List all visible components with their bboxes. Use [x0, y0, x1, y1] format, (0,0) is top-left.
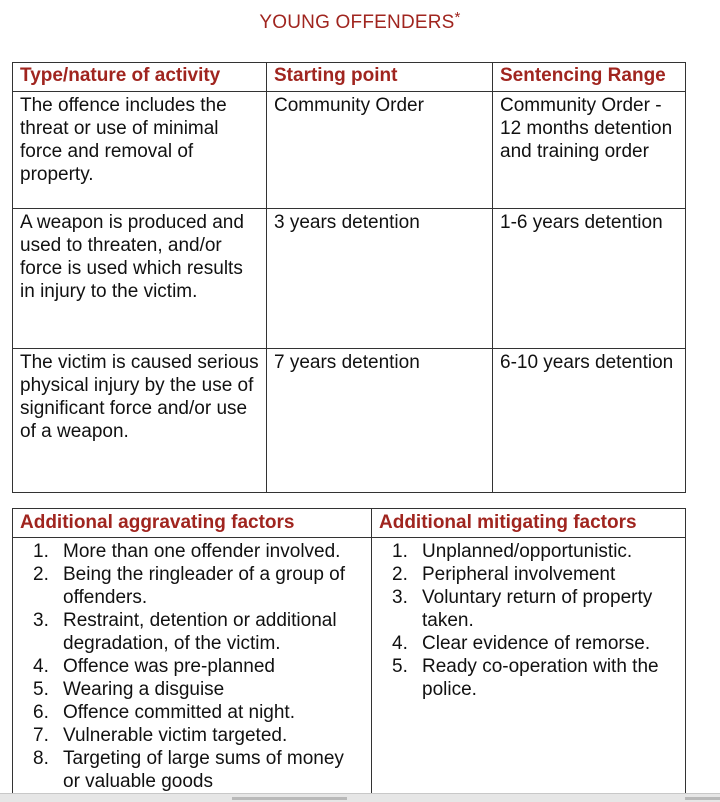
title-asterisk: * — [454, 9, 461, 26]
column-header-starting-point: Starting point — [267, 63, 493, 92]
list-text: Wearing a disguise — [63, 679, 225, 700]
list-item — [13, 747, 365, 793]
aggravating-list — [13, 540, 365, 793]
list-number: 3. — [33, 610, 49, 631]
cell-starting-point: Community Order — [267, 92, 493, 209]
list-number: 5. — [33, 679, 49, 700]
cell-starting-point: 3 years detention — [267, 209, 493, 349]
list-number: 6. — [33, 702, 49, 723]
list-text: Restraint, detention or additional degradation, of the victim. — [63, 610, 337, 654]
list-number: 7. — [33, 725, 49, 746]
list-item — [13, 655, 365, 678]
list-text: Unplanned/opportunistic. — [422, 541, 633, 562]
table-header-row — [13, 63, 686, 92]
list-text: Offence committed at night. — [63, 702, 295, 723]
list-item — [13, 609, 365, 655]
table-row — [13, 209, 686, 349]
cell-sentencing-range: 1-6 years detention — [493, 209, 686, 349]
cell-activity: The offence includes the threat or use of minimal force and removal of property. — [13, 92, 267, 209]
list-item — [13, 701, 365, 724]
page-title — [0, 9, 720, 34]
scrollbar-thumb[interactable] — [232, 797, 347, 800]
column-header-activity: Type/nature of activity — [13, 63, 267, 92]
list-text: More than one offender involved. — [63, 541, 341, 562]
list-number: 1. — [33, 541, 49, 562]
list-text: Vulnerable victim targeted. — [63, 725, 288, 746]
list-number: 1. — [392, 541, 408, 562]
list-item — [13, 540, 365, 563]
sentencing-table — [12, 62, 686, 493]
list-item — [372, 563, 679, 586]
list-item — [372, 632, 679, 655]
list-text: Peripheral involvement — [422, 564, 616, 585]
list-text: Voluntary return of property taken. — [422, 587, 653, 631]
list-number: 4. — [392, 633, 408, 654]
table-row — [13, 92, 686, 209]
cell-activity: The victim is caused serious physical injury by the use of significant force and/or use of a weapon. — [13, 349, 267, 493]
factors-table — [12, 508, 686, 794]
list-text: Targeting of large sums of money or valuable goods — [63, 748, 344, 792]
list-item — [13, 563, 365, 609]
list-item — [372, 655, 679, 701]
factors-row — [13, 538, 686, 794]
cell-starting-point: 7 years detention — [267, 349, 493, 493]
list-item — [372, 586, 679, 632]
list-item — [372, 540, 679, 563]
table-row — [13, 349, 686, 493]
list-text: Offence was pre-planned — [63, 656, 275, 677]
cell-activity: A weapon is produced and used to threaten, and/or force is used which results in injury to the victim. — [13, 209, 267, 349]
mitigating-list — [372, 540, 679, 701]
list-text: Clear evidence of remorse. — [422, 633, 651, 654]
column-header-sentencing-range: Sentencing Range — [493, 63, 686, 92]
title-text: YOUNG OFFENDERS — [259, 12, 455, 33]
list-item — [13, 678, 365, 701]
list-number: 2. — [33, 564, 49, 585]
list-number: 2. — [392, 564, 408, 585]
cell-sentencing-range: 6-10 years detention — [493, 349, 686, 493]
cell-sentencing-range: Community Order - 12 months detention and training order — [493, 92, 686, 209]
list-number: 4. — [33, 656, 49, 677]
list-number: 3. — [392, 587, 408, 608]
list-text: Ready co-operation with the police. — [422, 656, 659, 700]
mitigating-header: Additional mitigating factors — [372, 509, 686, 538]
list-number: 5. — [392, 656, 408, 677]
factors-header-row — [13, 509, 686, 538]
mitigating-cell — [372, 538, 686, 794]
aggravating-cell — [13, 538, 372, 794]
list-item — [13, 724, 365, 747]
list-number: 8. — [33, 748, 49, 769]
aggravating-header: Additional aggravating factors — [13, 509, 372, 538]
scrollbar-arrow[interactable] — [685, 797, 720, 800]
list-text: Being the ringleader of a group of offenders. — [63, 564, 346, 608]
